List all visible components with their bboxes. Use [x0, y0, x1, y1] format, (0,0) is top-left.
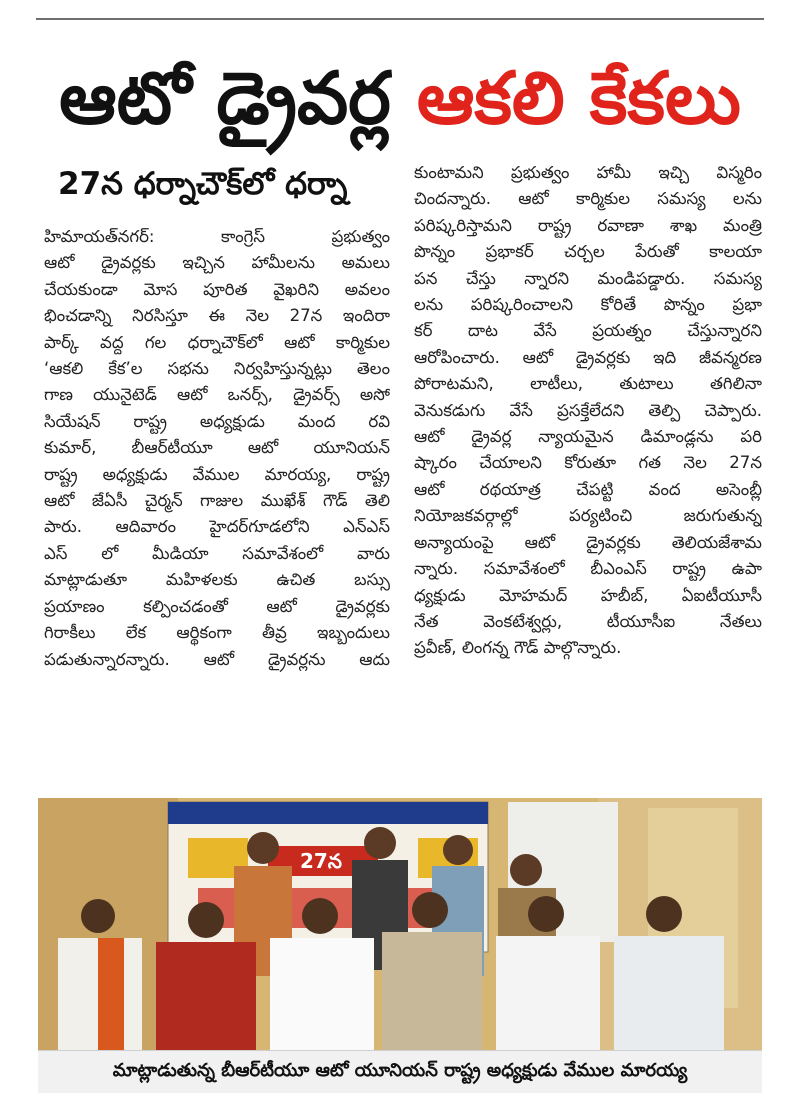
- article-line: ‘ఆకలి కేక’ల సభను నిర్వహిస్తున్నట్లు తెలం: [44, 359, 390, 379]
- article-line: ఆటో డ్రైవర్లకు ఇచ్చిన హామీలను అమలు: [44, 253, 390, 273]
- article-line: రాష్ట్ర అధ్యక్షుడు వేముల మారయ్య, రాష్ట్ర: [44, 464, 390, 484]
- article-line: కుంటామని ప్రభుత్వం హామీ ఇచ్చి విస్మరిం: [414, 163, 762, 182]
- news-photo: [38, 798, 762, 1050]
- article-line: గిరాకీలు లేక ఆర్థికంగా తీవ్ర ఇబ్బందులు: [44, 623, 390, 643]
- top-rule: [36, 18, 764, 20]
- banner-text: 27న: [300, 849, 342, 873]
- article-line: మాట్లాడుతూ మహిళలకు ఉచిత బస్సు: [44, 570, 390, 590]
- article-line: ష్కారం చేయాలని కోరుతూ గత నెల 27న: [414, 453, 762, 473]
- article-line: ఆటో రథయాత్ర చేపట్టి వంద అసెంబ్లీ: [414, 479, 762, 499]
- article-line: అన్యాయంపై ఆటో డ్రైవర్లకు తెలియజేశామ: [414, 532, 762, 552]
- article-line: పరిష్కరిస్తామని రాష్ట్ర రవాణా శాఖ మంత్రి: [414, 215, 762, 235]
- article-line: వెనుకడుగు వేసే ప్రసక్తేలేదని తెల్పి చెప్పారు.: [414, 400, 762, 420]
- photo-illustration: [38, 798, 762, 1050]
- photo-caption-bar: [38, 1050, 762, 1093]
- article-line: నేత వెంకటేశ్వర్లు, టీయూసీఐ నేతలు: [414, 611, 762, 631]
- article-line: సియేషన్ రాష్ట్ర అధ్యక్షుడు మంద రవి: [44, 411, 390, 431]
- right-column: [414, 160, 762, 662]
- article-line: చేయకుండా మోస పూరిత వైఖరిని అవలం: [44, 279, 390, 299]
- article-line: కర్ దాట వేసే ప్రయత్నం చేస్తున్నారని: [414, 321, 762, 341]
- article-line: కుమార్, బీఆర్‌టీయూ ఆటో యూనియన్: [44, 438, 390, 458]
- left-column: [44, 224, 390, 673]
- article-line: పార్క్ వద్ద గల ధర్నాచౌక్‌లో ఆటో కార్మికుల: [44, 332, 390, 352]
- article-line: పారు. ఆదివారం హైదర్‌గూడలోని ఎన్ఎస్: [44, 517, 390, 537]
- article-line: హిమాయత్‌నగర్: కాంగ్రెస్ ప్రభుత్వం: [44, 227, 390, 246]
- article-line: న్నారు. సమావేశంలో బీఎంఎస్ రాష్ట్ర ఉపా: [414, 559, 762, 579]
- headline: [40, 38, 760, 158]
- article-line: పన చేస్తు న్నారని మండిపడ్డారు. సమస్య: [414, 268, 762, 288]
- headline-part-red: ఆకలి కేకలు: [416, 56, 741, 140]
- article-line: ధ్యక్షుడు మోహమద్ హబీబ్, ఏఐటీయూసీ: [414, 585, 762, 605]
- article-line: నియోజకవర్గాల్లో పర్యటించి జరుగుతున్న: [414, 506, 762, 526]
- article-line: ప్రవీణ్, లింగన్న గౌడ్ పాల్గొన్నారు.: [414, 638, 622, 658]
- article-line: భించడాన్ని నిరసిస్తూ ఈ నెల 27న ఇందిరా: [44, 306, 390, 326]
- article-line: పడుతున్నారన్నారు. ఆటో డ్రైవర్లను ఆదు: [44, 649, 390, 669]
- article-line: ఆటో జేఏసీ చైర్మన్ గాజుల ముఖేశ్ గౌడ్ తెలి: [44, 491, 390, 511]
- photo-caption: మాట్లాడుతున్న బీఆర్‌టీయూ ఆటో యూనియన్ రాష్ట్ర అధ్యక్షుడు వేముల మారయ్య: [112, 1059, 688, 1081]
- article-line: పోరాటమని, లాటీలు, తుటాలు తగిలినా: [414, 374, 762, 394]
- article-line: ఆటో డ్రైవర్ల న్యాయమైన డిమాండ్లను పరి: [414, 427, 762, 447]
- article-line: పొన్నం ప్రభాకర్ చర్చల పేరుతో కాలయా: [414, 242, 762, 262]
- article-line: లను పరిష్కరించాలని కోరితే పొన్నం ప్రభా: [414, 295, 762, 315]
- article-line: ఆరోపించారు. ఆటో డ్రైవర్లకు ఇది జీవన్మరణ: [414, 347, 762, 367]
- article-line: గాణ యునైటెడ్ ఆటో ఒనర్స్, డ్రైవర్స్ అసో: [44, 385, 390, 405]
- article-line: ఎస్ లో మీడియా సమావేశంలో వారు: [44, 543, 390, 563]
- subheadline: 27న ధర్నాచౌక్‌లో ధర్నా: [58, 166, 348, 202]
- headline-part-black: ఆటో డ్రైవర్ల: [59, 56, 391, 140]
- article-line: ప్రయాణం కల్పించడంతో ఆటో డ్రైవర్లకు: [44, 596, 390, 616]
- article-line: చిందన్నారు. ఆటో కార్మికుల సమస్య లను: [414, 189, 762, 209]
